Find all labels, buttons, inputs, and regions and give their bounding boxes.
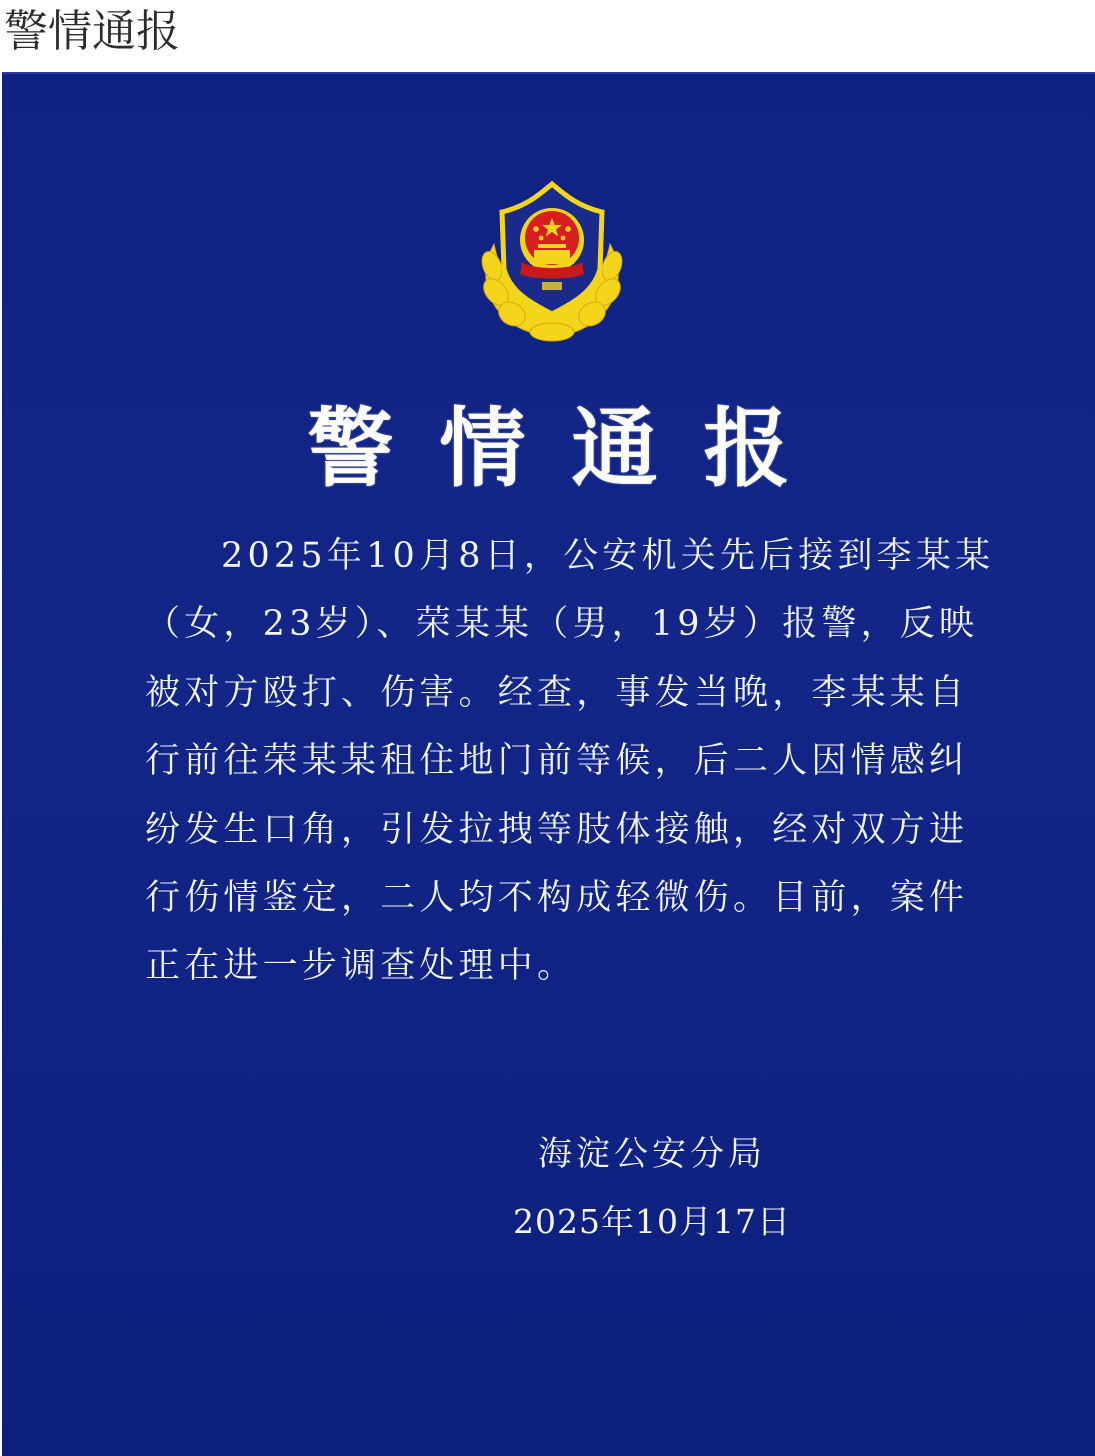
body-line: （女，23岁）、荣某某（男，19岁）报警，反映 (145, 604, 979, 645)
signature-block (502, 1124, 802, 1252)
notice-title: 警情通报 (307, 398, 836, 499)
body-line: 2025年10月8日，公安机关先后接到李某某 (221, 536, 995, 576)
notice-body (145, 522, 995, 1001)
body-line: 行前往荣某某租住地门前等候，后二人因情感纠 (145, 741, 969, 782)
issuing-organization: 海淀公安分局 (538, 1134, 766, 1174)
body-line: 纷发生口角，引发拉拽等肢体接触，经对双方进 (145, 809, 969, 850)
page-heading: 警情通报 (4, 6, 180, 57)
issue-date: 2025年10月17日 (513, 1202, 791, 1241)
body-line: 正在进一步调查处理中。 (145, 946, 577, 987)
police-badge-icon (472, 174, 632, 344)
police-notice-card (2, 72, 1095, 1456)
body-line: 被对方殴打、伤害。经查，事发当晚，李某某自 (145, 672, 969, 713)
body-line: 行伤情鉴定，二人均不构成轻微伤。目前，案件 (145, 878, 969, 919)
